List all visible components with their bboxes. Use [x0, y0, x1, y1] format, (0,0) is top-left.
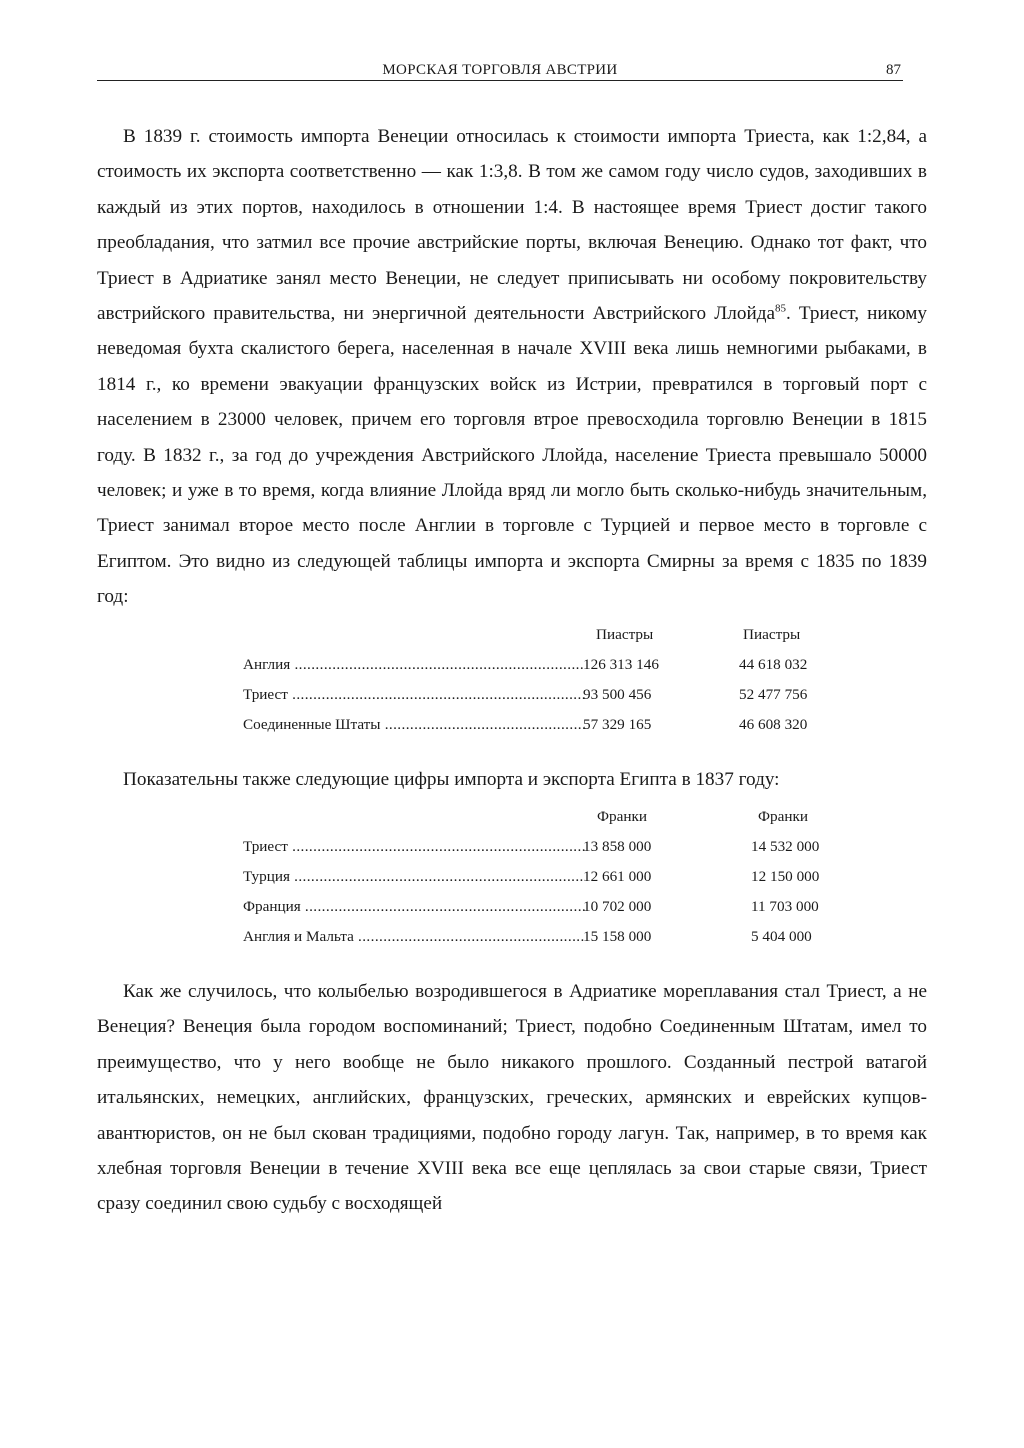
import-value: 13 858 000 — [583, 838, 652, 855]
country-name: Соединенные Штаты ..... — [243, 716, 585, 734]
country-name: Франция ..... — [243, 898, 585, 916]
import-unit-header: Франки — [597, 808, 647, 825]
import-value: 93 500 456 — [583, 686, 652, 703]
export-value: 5 404 000 — [751, 928, 812, 945]
running-title: МОРСКАЯ ТОРГОВЛЯ АВСТРИИ — [382, 62, 618, 78]
import-value: 57 329 165 — [583, 716, 652, 733]
country-name: Англия ..... — [243, 656, 585, 674]
paragraph-1-text-b: . Триест, никому неведомая бухта скалистого берега, населенная в начале XVIII века лишь немногими рыбаками, в 1814 г., ко времени эвакуации французских войск из Истрии, превратился в торговый порт с населением в 23000 человек, причем его торговля втрое превосходила торговлю Венеции в 1815 году. В 1832 г., за год до учреждения Австрийского Ллойда, население Триеста превышало 50000 человек; и уже в то время, когда влияние Ллойда вряд ли могло быть сколько-нибудь значительным, Триест занимал второе место после Англии в торговле с Турцией и первое место в торговле с Египтом. Это видно из следующей таблицы импорта и экспорта Смирны за время с 1835 по 1839 год: — [97, 303, 928, 608]
export-value: 12 150 000 — [751, 868, 820, 885]
egypt-trade-table — [243, 808, 863, 950]
export-value: 44 618 032 — [739, 656, 808, 673]
table-row — [243, 716, 863, 738]
export-value: 14 532 000 — [751, 838, 820, 855]
paragraph-3: Как же случилось, что колыбелью возродившегося в Адриатике мореплавания стал Триест, а не Венеция? Венеция была городом воспоминаний; Триест, подобно Соединенным Штатам, имел то преимущество, что у него вообще не было никакого прошлого. Созданный пестрой ватагой итальянских, немецких, английских, французских, греческих, армянских и еврейских купцов-авантюристов, он не был скован традициями, подобно городу лагун. Так, например, в то время как хлебная торговля Венеции в течение XVIII века все еще цеплялась за свои старые связи, Триест сразу соединил свою судьбу с восходящей — [97, 981, 927, 1215]
import-value: 10 702 000 — [583, 898, 652, 915]
table-row — [243, 656, 863, 678]
export-unit-header: Франки — [758, 808, 808, 825]
table-row — [243, 838, 863, 860]
footnote-ref-85: 85 — [775, 302, 787, 315]
import-value: 126 313 146 — [583, 656, 659, 673]
country-name: Турция ..... — [243, 868, 585, 886]
country-name: Англия и Мальта ..... — [243, 928, 585, 946]
import-value: 15 158 000 — [583, 928, 652, 945]
import-unit-header: Пиастры — [596, 626, 654, 643]
paragraph-1-text-a: В 1839 г. стоимость импорта Венеции относилась к стоимости импорта Триеста, как 1:2,84, а стоимость их экспорта соответственно — как 1:3,8. В том же самом году число судов, заходивших в каждый из этих портов, находилось в отношении 1:4. В настоящее время Триест достиг такого преобладания, что затмил все прочие австрийские порты, включая Венецию. Однако тот факт, что Триест в Адриатике занял место Венеции, не следует приписывать ни особому покровительству австрийского правительства, ни энергичной деятельности Австрийского Ллойда — [97, 126, 927, 325]
import-value: 12 661 000 — [583, 868, 652, 885]
export-value: 11 703 000 — [751, 898, 819, 915]
export-value: 52 477 756 — [739, 686, 808, 703]
smyrna-trade-table — [243, 626, 863, 738]
country-name: Триест ..... — [243, 686, 585, 704]
paragraph-2: Показательны также следующие цифры импорта и экспорта Египта в 1837 году: — [123, 769, 780, 790]
table-row — [243, 898, 863, 920]
export-unit-header: Пиастры — [743, 626, 801, 643]
table-row — [243, 928, 863, 950]
paragraph-1 — [97, 119, 927, 615]
page-number: 87 — [886, 62, 901, 78]
running-header — [97, 62, 903, 81]
export-value: 46 608 320 — [739, 716, 808, 733]
table-row — [243, 868, 863, 890]
table-row — [243, 686, 863, 708]
country-name: Триест ..... — [243, 838, 585, 856]
